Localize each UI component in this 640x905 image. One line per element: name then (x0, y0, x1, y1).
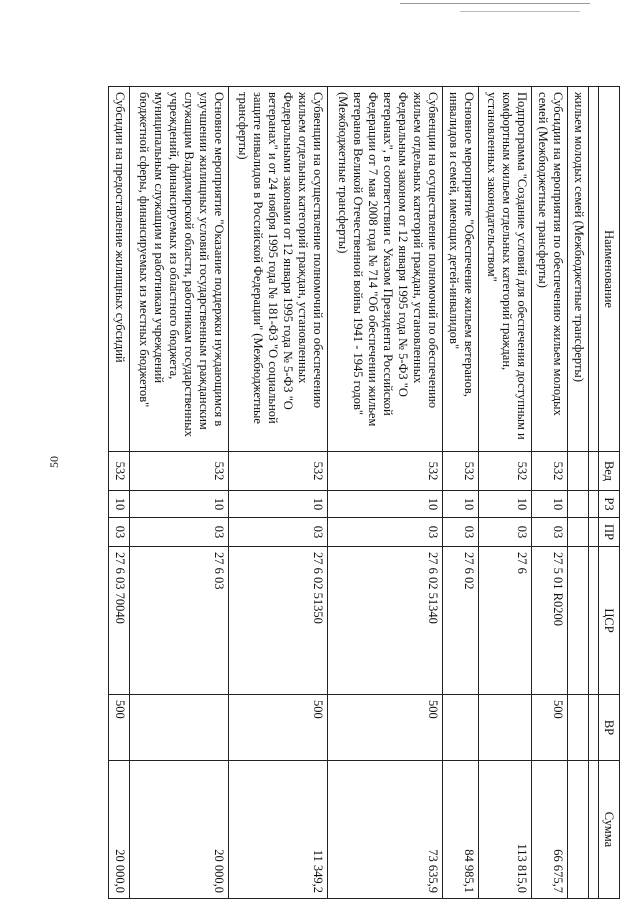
cell-csr: 27 6 03 (129, 547, 228, 695)
header-rz: РЗ (599, 491, 620, 518)
cell-rz: 10 (328, 491, 443, 518)
budget-table (108, 86, 620, 899)
cell-ved: 532 (109, 452, 130, 491)
cell-pr: 03 (531, 518, 568, 547)
scan-edge-line (400, 3, 590, 4)
table-header-row (599, 87, 620, 899)
cell-pr: 03 (229, 518, 328, 547)
cell-ved: 532 (479, 452, 531, 491)
header-pr: ПР (599, 518, 620, 547)
cell-pr: 03 (442, 518, 479, 547)
header-csr: ЦСР (599, 547, 620, 695)
scan-edge-line (460, 11, 580, 12)
table-row (479, 87, 531, 899)
cell-sum: 73 635,9 (328, 761, 443, 899)
cell-rz (568, 491, 589, 518)
cell-sum: 113 815,0 (479, 761, 531, 899)
table-row (442, 87, 479, 899)
cell-rz: 10 (442, 491, 479, 518)
cell-name: жильем молодых семей (Межбюджетные трансферты) (568, 87, 589, 452)
cell-vr: 500 (229, 695, 328, 761)
table-row (109, 87, 130, 899)
cell-csr: 27 6 (479, 547, 531, 695)
cell-sum: 20 000,0 (129, 761, 228, 899)
header-name: Наименование (599, 87, 620, 452)
table-row (328, 87, 443, 899)
spacer-row (589, 87, 599, 899)
cell-sum: 66 675,7 (531, 761, 568, 899)
cell-ved: 532 (129, 452, 228, 491)
budget-sheet (108, 86, 620, 898)
cell-rz: 10 (479, 491, 531, 518)
cell-name: Субвенции на осуществление полномочий по обеспечению жильем отдельных категорий граждан, установленных Федеральным законом от 12 января 1995 года № 5-ФЗ "О ветеранах", в соответствии с Указом Президента Российской Федерации от 7 мая 2008 года № 714 "Об обеспечении жильем ветеранов Великой Отечественной войны 1941 - 1945 годов" (Межбюджетные трансферты) (328, 87, 443, 452)
cell-ved: 532 (229, 452, 328, 491)
cell-rz: 10 (109, 491, 130, 518)
header-ved: Вед (599, 452, 620, 491)
table-row (568, 87, 589, 899)
cell-vr (568, 695, 589, 761)
cell-pr (568, 518, 589, 547)
cell-vr: 500 (328, 695, 443, 761)
cell-csr: 27 6 02 (442, 547, 479, 695)
cell-sum: 11 349,2 (229, 761, 328, 899)
cell-sum (568, 761, 589, 899)
cell-name: Субвенции на осуществление полномочий по обеспечению жильем отдельных категорий граждан, установленных Федеральными законами от 12 января 1995 года № 5-ФЗ "О ветеранах" и от 24 ноября 1995 года № 181-ФЗ "О социальной защите инвалидов в Российской Федерации" (Межбюджетные трансферты) (229, 87, 328, 452)
cell-ved: 532 (328, 452, 443, 491)
cell-pr: 03 (479, 518, 531, 547)
cell-name: Субсидии на предоставление жилищных субсидий (109, 87, 130, 452)
cell-csr: 27 6 03 70040 (109, 547, 130, 695)
header-vr: ВР (599, 695, 620, 761)
cell-name: Субсидии на мероприятия по обеспечению жильем молодых семей (Межбюджетные трансферты) (531, 87, 568, 452)
cell-csr: 27 6 02 51350 (229, 547, 328, 695)
cell-pr: 03 (328, 518, 443, 547)
cell-pr: 03 (129, 518, 228, 547)
cell-csr (568, 547, 589, 695)
table-row (129, 87, 228, 899)
cell-name: Подпрограмма "Создание условий для обеспечения доступным и комфортным жильем отдельных категорий граждан, установленных законодательством" (479, 87, 531, 452)
cell-vr: 500 (531, 695, 568, 761)
cell-csr: 27 6 02 51340 (328, 547, 443, 695)
cell-name: Основное мероприятие "Обеспечение жильем ветеранов, инвалидов и семей, имеющих детей-инвалидов" (442, 87, 479, 452)
cell-vr: 500 (109, 695, 130, 761)
cell-rz: 10 (229, 491, 328, 518)
cell-vr (129, 695, 228, 761)
cell-pr: 03 (109, 518, 130, 547)
cell-rz: 10 (531, 491, 568, 518)
cell-csr: 27 5 01 R0200 (531, 547, 568, 695)
table-row (229, 87, 328, 899)
page-number: 50 (47, 456, 61, 468)
cell-vr (442, 695, 479, 761)
cell-ved: 532 (531, 452, 568, 491)
table-row (531, 87, 568, 899)
cell-ved: 532 (442, 452, 479, 491)
cell-rz: 10 (129, 491, 228, 518)
cell-vr (479, 695, 531, 761)
header-sum: Сумма (599, 761, 620, 899)
cell-ved (568, 452, 589, 491)
cell-sum: 20 000,0 (109, 761, 130, 899)
cell-name: Основное мероприятие "Оказание поддержки нуждающимся в улучшении жилищных условий государственным гражданским служащим Владимирской области, работникам государственных учреждений, финансируемых из областного бюджета, муниципальным служащим и работникам учреждений бюджетной сферы, финансируемых из местных бюджетов" (129, 87, 228, 452)
cell-sum: 84 985,1 (442, 761, 479, 899)
